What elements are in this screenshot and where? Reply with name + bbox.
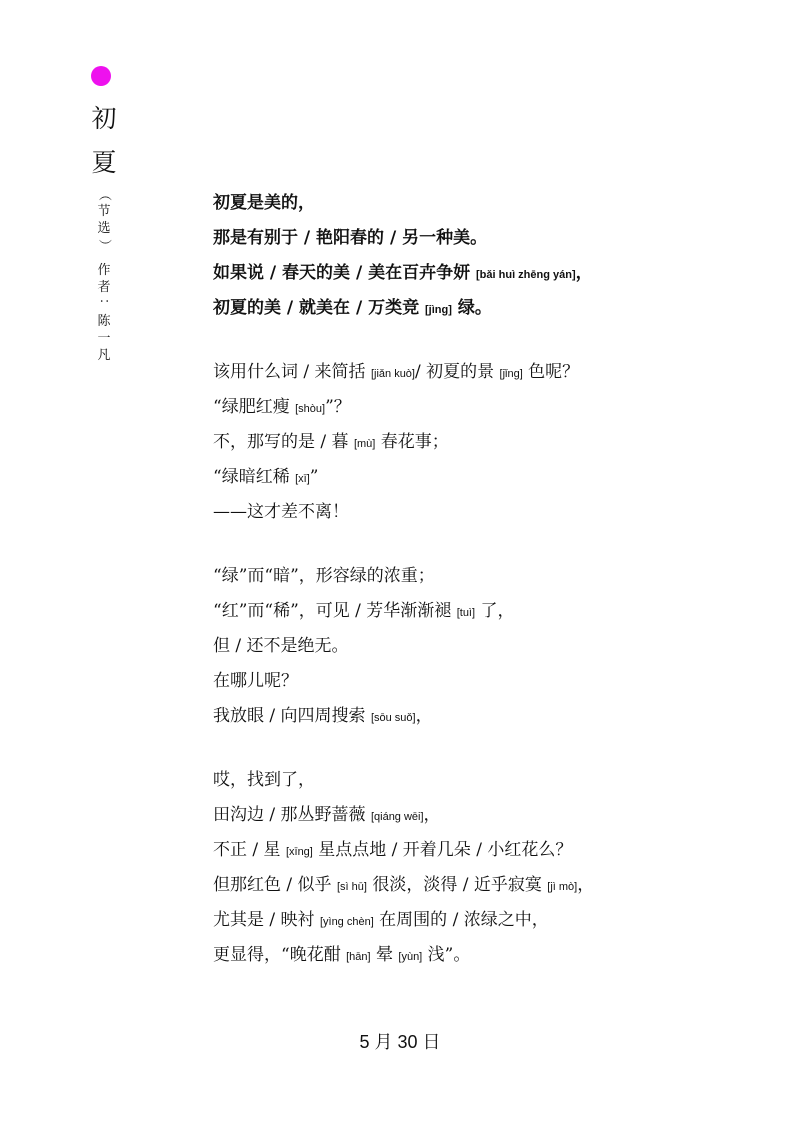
subtitle-char-1: 节 — [97, 204, 111, 219]
pinyin: [sì hū] — [336, 881, 367, 893]
line-text: ， — [423, 805, 441, 825]
line-text: ， — [577, 875, 595, 895]
author — [96, 262, 112, 364]
poem-line — [213, 664, 773, 699]
line-text: ， — [415, 706, 433, 726]
pinyin: [mù] — [353, 438, 376, 450]
poem-line — [213, 629, 773, 664]
poem-line — [213, 868, 773, 903]
line-text: “红”而“稀”，可见 / 芳华渐渐褪 — [213, 601, 457, 621]
line-text: / 初夏的景 — [414, 362, 500, 382]
pinyin: [shòu] — [295, 403, 326, 415]
line-text: “绿”而“暗”，形容绿的浓重； — [213, 566, 435, 586]
title-char-1: 初 — [91, 104, 117, 133]
poem-line — [213, 390, 773, 425]
author-char-1: 作 — [97, 263, 111, 278]
poem-line — [213, 699, 773, 734]
poem-line — [213, 256, 773, 291]
author-char-4: 一 — [97, 331, 111, 346]
line-text: 初夏是美的， — [213, 193, 315, 213]
pinyin: [bǎi huì zhēng yán] — [476, 269, 576, 281]
line-text: 色呢？ — [522, 362, 580, 382]
pinyin: [yìng chèn] — [319, 916, 374, 928]
poem-line — [213, 221, 773, 256]
line-text: 不，那写的是 / 暮 — [213, 432, 354, 452]
accent-dot — [91, 66, 111, 86]
poem-line — [213, 291, 773, 326]
line-text: ， — [575, 263, 593, 283]
pinyin: [tuì] — [456, 607, 476, 619]
line-text: 在哪儿呢？ — [213, 671, 298, 691]
line-text: 田沟边 / 那丛野蔷薇 — [213, 805, 371, 825]
pinyin: [xī] — [295, 473, 310, 485]
pinyin: [qiáng wēi] — [370, 811, 424, 823]
subtitle-char-2: 选 — [97, 221, 111, 236]
poem-line — [213, 798, 773, 833]
line-text: ——这才差不离！ — [213, 502, 349, 522]
stanza-4 — [213, 763, 773, 973]
line-text: ”？ — [325, 397, 351, 417]
line-text: 那是有别于 / 艳阳春的 / 另一种美。 — [213, 228, 488, 248]
line-text: 很淡，淡得 / 近乎寂寞 — [366, 875, 548, 895]
line-text: 浅”。 — [422, 945, 471, 965]
line-text: 更显得，“晚花酣 — [213, 945, 347, 965]
poem-line — [213, 425, 773, 460]
date-footer: 5 月 30 日 — [359, 1032, 441, 1052]
line-text: 了， — [475, 601, 515, 621]
subtitle — [96, 186, 112, 254]
pinyin: [xīng] — [285, 846, 313, 858]
line-text: 晕 — [370, 945, 399, 965]
poem-line — [213, 186, 773, 221]
title-char-2: 夏 — [91, 148, 117, 177]
line-text: 如果说 / 春天的美 / 美在百卉争妍 — [213, 263, 477, 283]
pinyin: [hān] — [346, 951, 371, 963]
author-colon: ： — [96, 297, 112, 311]
stanza-2 — [213, 355, 773, 530]
line-text: “绿肥红瘦 — [213, 397, 296, 417]
line-text: 哎，找到了， — [213, 770, 315, 790]
line-text: 春花事； — [375, 432, 449, 452]
poem-body — [213, 186, 773, 973]
line-text: 但那红色 / 似乎 — [213, 875, 337, 895]
line-text: 初夏的美 / 就美在 / 万类竞 — [213, 298, 426, 318]
pinyin: [jìng] — [425, 304, 452, 316]
line-text: 在周围的 / 浓绿之中， — [373, 910, 549, 930]
line-text: 绿。 — [451, 298, 492, 318]
line-text: 但 / 还不是绝无。 — [213, 636, 349, 656]
poem-line — [213, 559, 773, 594]
line-text: “绿暗红稀 — [213, 467, 296, 487]
pinyin: [jiǎn kuò] — [370, 368, 415, 380]
line-text: 尤其是 / 映衬 — [213, 910, 320, 930]
pinyin: [jǐng] — [499, 368, 523, 380]
author-char-2: 者 — [97, 280, 111, 295]
poem-line — [213, 938, 773, 973]
poem-line — [213, 355, 773, 390]
line-text: 星点点地 / 开着几朵 / 小红花么？ — [312, 840, 573, 860]
stanza-3 — [213, 559, 773, 734]
line-text: 该用什么词 / 来简括 — [213, 362, 371, 382]
poem-line — [213, 460, 773, 495]
pinyin: [sōu suǒ] — [370, 712, 416, 724]
pinyin: [yùn] — [398, 951, 423, 963]
subtitle-close-paren: ） — [96, 238, 112, 252]
poem-line — [213, 594, 773, 629]
poem-line — [213, 833, 773, 868]
line-text: ” — [309, 467, 319, 487]
poem-line — [213, 903, 773, 938]
stanza-1 — [213, 186, 773, 326]
pinyin: [jì mò] — [547, 881, 578, 893]
line-text: 我放眼 / 向四周搜索 — [213, 706, 371, 726]
author-char-5: 凡 — [97, 348, 111, 363]
subtitle-open-paren: （ — [96, 187, 112, 201]
poem-line — [213, 763, 773, 798]
poem-line — [213, 495, 773, 530]
author-char-3: 陈 — [97, 314, 111, 329]
line-text: 不正 / 星 — [213, 840, 286, 860]
